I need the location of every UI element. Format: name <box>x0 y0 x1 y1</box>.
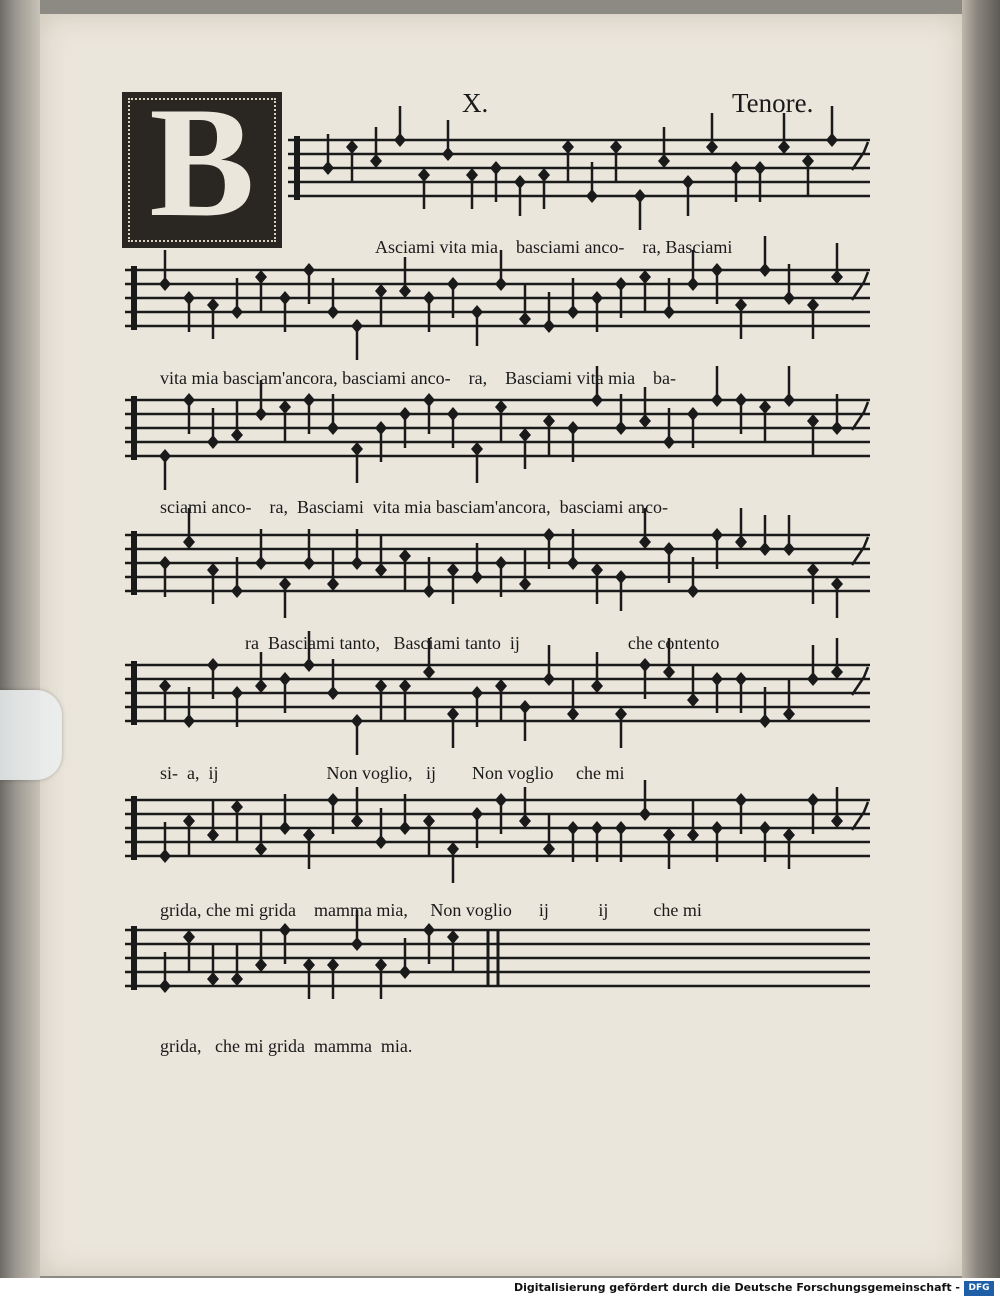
clef <box>131 661 137 725</box>
custos <box>852 667 868 695</box>
custos <box>852 802 868 830</box>
funding-notice: Digitalisierung gefördert durch die Deutsche Forschungsgemeinschaft - <box>513 1281 960 1294</box>
staff <box>125 910 870 999</box>
dfg-logo: DFG <box>964 1281 994 1296</box>
custos <box>852 537 868 565</box>
staff <box>125 508 870 618</box>
lyric-line-4: ra Basciami tanto, Basciami tanto ij che contento <box>245 633 720 653</box>
lyric-line-7: grida, che mi grida mamma mia. <box>160 1036 413 1056</box>
voice-part-title: Tenore. <box>732 88 814 118</box>
custos <box>852 142 868 170</box>
staff <box>125 780 870 883</box>
footer-bar <box>0 1278 1000 1300</box>
piece-number: X. <box>462 88 489 118</box>
lyric-line-6: grida, che mi grida mamma mia, Non voglio ij ij che mi <box>160 900 702 920</box>
clef <box>131 796 137 860</box>
clef <box>131 266 137 330</box>
custos <box>852 272 868 300</box>
staff <box>288 106 870 230</box>
clef <box>131 396 137 460</box>
lyric-line-5: si- a, ij Non voglio, ij Non voglio che mi <box>160 763 625 783</box>
initial-letter: B <box>149 75 255 250</box>
lyric-line-3: sciami anco- ra, Basciami vita mia basciam'ancora, basciami anco- <box>160 497 669 517</box>
custos <box>852 402 868 430</box>
clef <box>131 926 137 990</box>
clef <box>294 136 300 200</box>
clef <box>131 531 137 595</box>
lyric-line-1: Asciami vita mia basciami anco- ra, Basciami <box>375 237 733 257</box>
lyric-line-2: vita mia basciam'ancora, basciami anco- ra, Basciami vita mia ba- <box>160 368 677 388</box>
